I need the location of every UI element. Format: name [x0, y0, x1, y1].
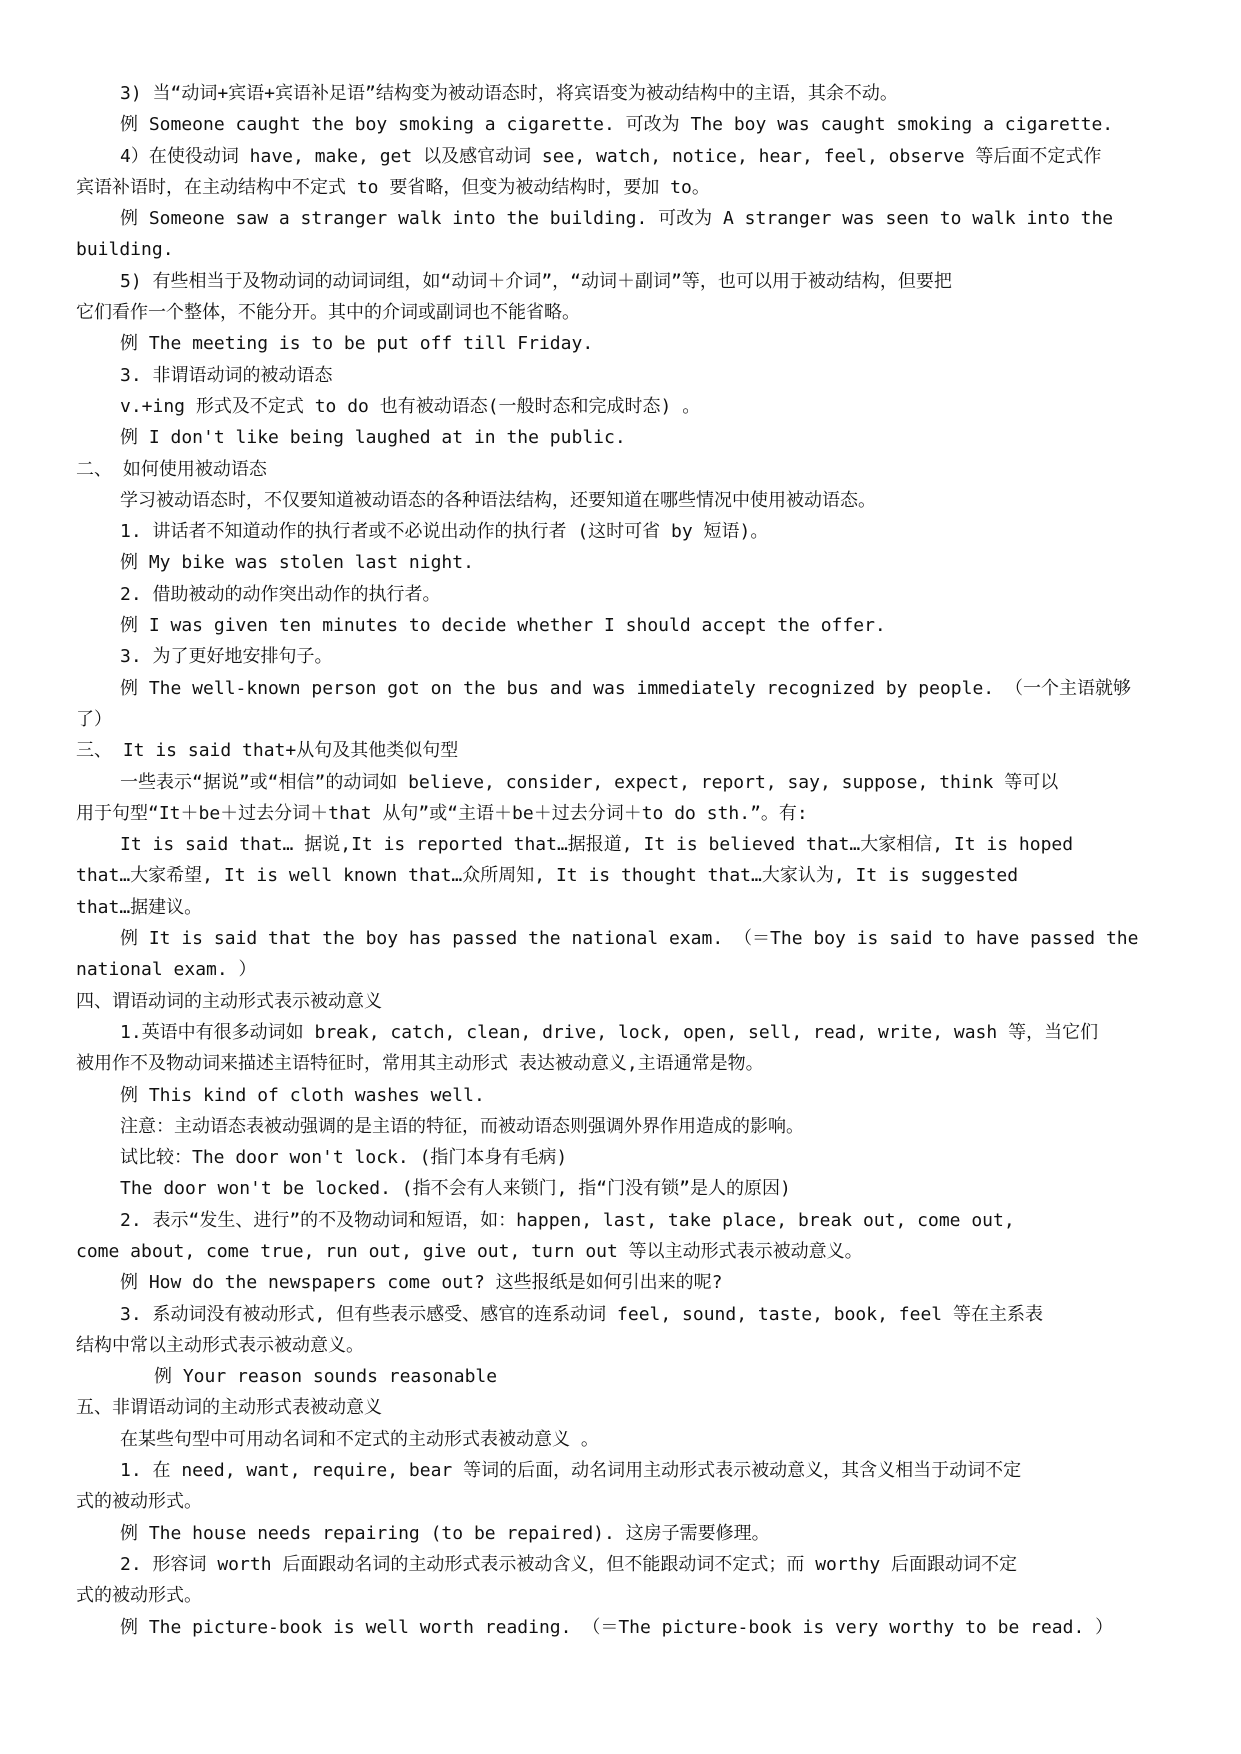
- text-line: 结构中常以主动形式表示被动意义。: [76, 1334, 364, 1356]
- text-line: The door won't be locked. (指不会有人来锁门, 指“门没有锁”是人的原因): [120, 1178, 791, 1200]
- text-line: 式的被动形式。: [76, 1585, 202, 1607]
- text-line: 例 I don't like being laughed at in the public.: [120, 427, 626, 449]
- text-line: 四、谓语动词的主动形式表示被动意义: [76, 990, 382, 1012]
- text-line: that…据建议。: [76, 896, 203, 918]
- text-line: 例 Someone saw a stranger walk into the building. 可改为 A stranger was seen to walk into the: [120, 208, 1114, 230]
- text-line: 试比较：The door won't lock. (指门本身有毛病): [120, 1147, 568, 1169]
- text-line: 例 The well-known person got on the bus and was immediately recognized by people. （一个主语就够: [120, 677, 1131, 699]
- text-line: 在某些句型中可用动名词和不定式的主动形式表被动意义 。: [120, 1428, 599, 1450]
- text-line: national exam. ）: [76, 959, 257, 981]
- text-line: 二、 如何使用被动语态: [76, 458, 267, 480]
- text-line: v.+ing 形式及不定式 to do 也有被动语态(一般时态和完成时态) 。: [120, 395, 701, 417]
- text-line: 3) 当“动词+宾语+宾语补足语”结构变为被动语态时，将宾语变为被动结构中的主语，其余不动。: [120, 83, 898, 104]
- text-line: building.: [76, 239, 174, 261]
- text-line: 3. 系动词没有被动形式, 但有些表示感受、感官的连系动词 feel, sound, taste, book, feel 等在主系表: [120, 1303, 1043, 1325]
- text-line: 1. 讲话者不知道动作的执行者或不必说出动作的执行者 (这时可省 by 短语)。: [120, 521, 769, 543]
- text-line: 例 My bike was stolen last night.: [120, 552, 474, 574]
- text-line: 3. 为了更好地安排句子。: [120, 646, 333, 668]
- text-line: 一些表示“据说”或“相信”的动词如 believe, consider, expect, report, say, suppose, think 等可以: [120, 771, 1059, 793]
- text-line: 例 How do the newspapers come out? 这些报纸是如何引出来的呢?: [120, 1272, 723, 1294]
- text-line: 被用作不及物动词来描述主语特征时，常用其主动形式 表达被动意义,主语通常是物。: [76, 1053, 764, 1075]
- text-line: that…大家希望, It is well known that…众所周知, It is thought that…大家认为, It is suggested: [76, 865, 1019, 887]
- text-line: 例 Your reason sounds reasonable: [154, 1366, 498, 1388]
- text-line: 五、非谓语动词的主动形式表被动意义: [76, 1397, 382, 1419]
- text-line: 例 It is said that the boy has passed the national exam. （＝The boy is said to have passed the: [120, 928, 1139, 950]
- text-line: 4）在使役动词 have, make, get 以及感官动词 see, watch, notice, hear, feel, observe 等后面不定式作: [120, 145, 1102, 167]
- text-line: 学习被动语态时，不仅要知道被动语态的各种语法结构，还要知道在哪些情况中使用被动语态。: [120, 489, 876, 511]
- text-line: 用于句型“It＋be＋过去分词＋that 从句”或“主语＋be＋过去分词＋to do sth.”。有:: [76, 802, 808, 824]
- text-line: 例 I was given ten minutes to decide whether I should accept the offer.: [120, 615, 886, 637]
- text-line: 了）: [76, 708, 112, 730]
- text-line: 5) 有些相当于及物动词的动词词组，如“动词＋介词”，“动词＋副词”等，也可以用于被动结构，但要把: [120, 270, 952, 292]
- text-line: 例 The house needs repairing (to be repaired). 这房子需要修理。: [120, 1522, 770, 1544]
- text-line: 三、 It is said that+从句及其他类似句型: [76, 740, 459, 762]
- text-line: 注意：主动语态表被动强调的是主语的特征，而被动语态则强调外界作用造成的影响。: [120, 1115, 804, 1137]
- text-line: 2. 借助被动的动作突出动作的执行者。: [120, 583, 441, 605]
- text-line: 例 Someone caught the boy smoking a cigarette. 可改为 The boy was caught smoking a cigarette.: [120, 114, 1114, 136]
- text-line: 式的被动形式。: [76, 1491, 202, 1513]
- text-line: come about, come true, run out, give out, turn out 等以主动形式表示被动意义。: [76, 1240, 863, 1262]
- text-line: 2. 形容词 worth 后面跟动名词的主动形式表示被动含义，但不能跟动词不定式；而 worthy 后面跟动词不定: [120, 1553, 1018, 1575]
- text-line: It is said that… 据说,It is reported that…据报道, It is believed that…大家相信, It is hoped: [120, 834, 1074, 856]
- text-line: 1.英语中有很多动词如 break, catch, clean, drive, lock, open, sell, read, write, wash 等，当它们: [120, 1021, 1099, 1043]
- text-line: 1. 在 need, want, require, bear 等词的后面，动名词用主动形式表示被动意义，其含义相当于动词不定: [120, 1460, 1022, 1482]
- text-line: 例 The meeting is to be put off till Friday.: [120, 333, 594, 355]
- text-line: 2. 表示“发生、进行”的不及物动词和短语，如：happen, last, take place, break out, come out,: [120, 1209, 1015, 1231]
- text-line: 它们看作一个整体，不能分开。其中的介词或副词也不能省略。: [76, 302, 580, 324]
- text-line: 3. 非谓语动词的被动语态: [120, 364, 333, 386]
- text-line: 例 The picture-book is well worth reading. （＝The picture-book is very worthy to be read. ）: [120, 1616, 1114, 1638]
- text-line: 宾语补语时，在主动结构中不定式 to 要省略，但变为被动结构时，要加 to。: [76, 176, 710, 198]
- text-line: 例 This kind of cloth washes well.: [120, 1084, 485, 1106]
